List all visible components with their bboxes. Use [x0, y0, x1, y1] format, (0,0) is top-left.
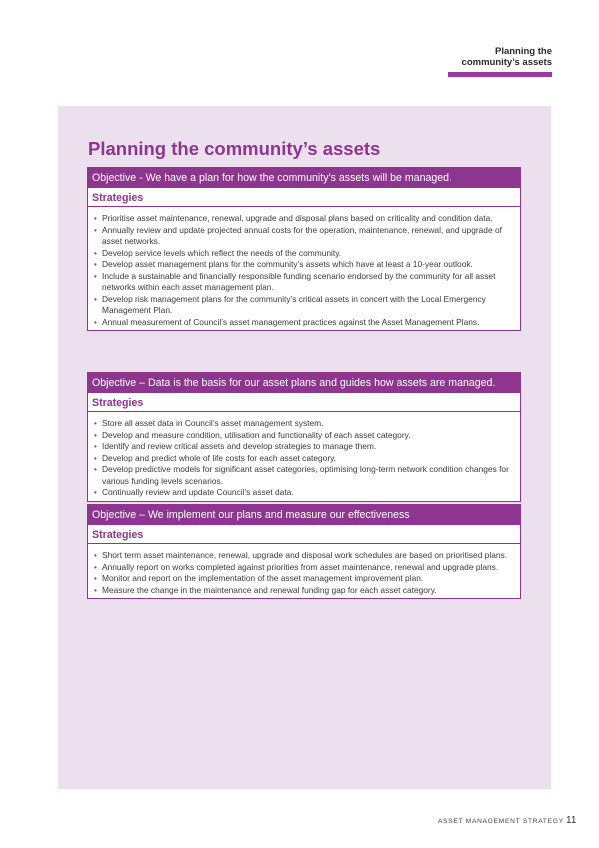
strategies-list [88, 418, 520, 501]
bullet-icon: • [94, 453, 97, 463]
bullet-icon: • [94, 294, 97, 304]
list-item: • Prioritise asset maintenance, renewal, upgrade and disposal plans based on criticality and condition data. [94, 213, 493, 223]
bullet-icon: • [94, 465, 97, 474]
list-item: • Annually report on works completed against priorities from asset maintenance, renewal and upgrade plans. [94, 561, 499, 572]
list-item: • Develop predictive models for significant asset categories, optimising long-term network condition changes for various funding levels scenarios. [94, 464, 509, 486]
strategies-label: Strategies [88, 525, 520, 544]
page-title: Planning the community’s assets [88, 138, 381, 159]
list-item: • Develop and predict whole of life costs for each asset category. [94, 452, 337, 463]
list-item: • Continually review and update Council’s asset data. [94, 487, 294, 497]
list-item: • Store all asset data in Council’s asset management system. [94, 418, 324, 428]
list-item: • Short term asset maintenance, renewal, upgrade and disposal work schedules are based on prioritised plans. [94, 550, 508, 560]
list-item: • Identify and review critical assets and develop strategies to manage them. [94, 441, 377, 451]
strategies-list [88, 550, 520, 598]
bullet-icon: • [94, 585, 97, 595]
list-item: • Measure the change in the maintenance and renewal funding gap for each asset category. [94, 584, 437, 595]
objective-box-1 [87, 167, 521, 331]
list-item: • Develop and measure condition, utilisation and functionality of each asset category. [94, 429, 411, 440]
bullet-icon: • [94, 551, 97, 560]
strategies-label: Strategies [88, 188, 520, 207]
list-item: • Monitor and report on the implementation of the asset management improvement plan. [94, 573, 424, 583]
strategies-label: Strategies [88, 393, 520, 412]
bullet-icon: • [94, 442, 97, 451]
list-item: • Annually review and update projected annual costs for the operation, maintenance, renewal, and upgrade of asset networks. [94, 224, 502, 246]
list-item: • Include a sustainable and financially responsible funding scenario endorsed by the community for all asset networks within each asset management plan. [94, 270, 496, 292]
objective-heading: Objective - We have a plan for how the community’s assets will be managed. [88, 168, 520, 188]
objective-box-3 [87, 504, 521, 599]
bullet-icon: • [94, 225, 97, 235]
list-item: • Develop service levels which reflect the needs of the community. [94, 247, 342, 258]
bullet-icon: • [94, 574, 97, 583]
bullet-icon: • [94, 430, 97, 440]
objective-box-2 [87, 372, 521, 502]
objective-heading: Objective – Data is the basis for our asset plans and guides how assets are managed. [88, 373, 520, 393]
bullet-icon: • [94, 419, 97, 428]
bullet-icon: • [94, 248, 97, 258]
list-item: • Develop risk management plans for the community’s critical assets in concert with the Local Emergency Management Plan. [94, 293, 486, 315]
section-header-line2: community’s assets [461, 57, 552, 68]
document-name: ASSET MANAGEMENT STRATEGY [438, 818, 564, 825]
list-item: • Develop asset management plans for the community’s assets which have at least a 10-year outlook. [94, 259, 473, 269]
content-panel [58, 106, 551, 789]
list-item: • Annual measurement of Council’s asset management practices against the Asset Management Plans. [94, 316, 480, 327]
bullet-icon: • [94, 271, 97, 281]
page-number: 11 [566, 815, 577, 826]
bullet-icon: • [94, 260, 97, 269]
bullet-icon: • [94, 488, 97, 497]
bullet-icon: • [94, 562, 97, 572]
section-header-bar [448, 72, 552, 77]
bullet-icon: • [94, 317, 97, 327]
bullet-icon: • [94, 214, 97, 223]
section-header-line1: Planning the [495, 46, 552, 57]
strategies-list [88, 213, 520, 330]
objective-heading: Objective – We implement our plans and measure our effectiveness [88, 505, 520, 525]
section-header [432, 46, 552, 68]
